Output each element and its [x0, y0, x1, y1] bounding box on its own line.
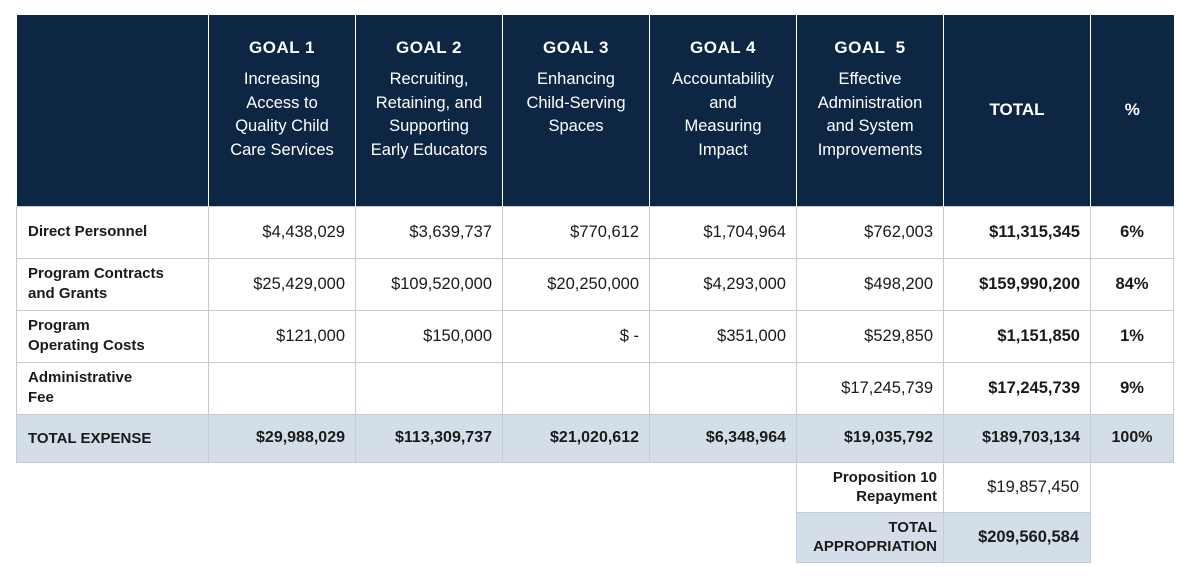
cell-total: $159,990,200: [944, 258, 1091, 310]
cell-percent: 9%: [1091, 362, 1174, 414]
grand-total-expense: $189,703,134: [944, 414, 1091, 462]
cell-goal-5: $529,850: [797, 310, 944, 362]
goal-5-title: GOAL 5: [834, 38, 906, 57]
cell-goal-3: $770,612: [503, 206, 650, 258]
cell-goal-3: $20,250,000: [503, 258, 650, 310]
proposition-10-repayment-label: Proposition 10 Repayment: [797, 462, 944, 512]
cell-goal-4: $4,293,000: [650, 258, 797, 310]
cell-goal-4: $1,704,964: [650, 206, 797, 258]
goal-4-header: [650, 15, 797, 206]
total-expense-row: [17, 414, 1174, 462]
appropriation-row: [17, 512, 1174, 562]
cell-total: $17,245,739: [944, 362, 1091, 414]
total-header: TOTAL: [944, 15, 1091, 206]
proposition-10-repayment-value: $19,857,450: [944, 462, 1091, 512]
table-row-program-contracts: [17, 258, 1174, 310]
cell-goal-2: $3,639,737: [356, 206, 503, 258]
goal-5-header: [797, 15, 944, 206]
total-goal-2: $113,309,737: [356, 414, 503, 462]
table-row-program-operating-costs: [17, 310, 1174, 362]
table-row-direct-personnel: [17, 206, 1174, 258]
cell-goal-1: $4,438,029: [209, 206, 356, 258]
goal-3-description: Enhancing Child-Serving Spaces: [526, 70, 626, 135]
goal-5-description: Effective Administration and System Improvements: [817, 70, 923, 159]
cell-goal-4: [650, 362, 797, 414]
cell-goal-2: $150,000: [356, 310, 503, 362]
cell-goal-2: [356, 362, 503, 414]
cell-goal-5: $762,003: [797, 206, 944, 258]
goal-2-description: Recruiting, Retaining, and Supporting Early Educators: [370, 70, 488, 159]
total-goal-5: $19,035,792: [797, 414, 944, 462]
table-row-administrative-fee: [17, 362, 1174, 414]
cell-percent: 84%: [1091, 258, 1174, 310]
goal-1-title: GOAL 1: [249, 38, 315, 57]
total-goal-3: $21,020,612: [503, 414, 650, 462]
cell-goal-3: [503, 362, 650, 414]
goal-2-title: GOAL 2: [396, 38, 462, 57]
row-label: Administrative Fee: [17, 362, 209, 414]
total-percent: 100%: [1091, 414, 1174, 462]
goal-1-header: [209, 15, 356, 206]
header-blank-cell: [17, 15, 209, 206]
goal-1-description: Increasing Access to Quality Child Care Services: [230, 70, 334, 159]
budget-table: [16, 15, 1174, 563]
row-label: Program Operating Costs: [17, 310, 209, 362]
cell-goal-1: $25,429,000: [209, 258, 356, 310]
cell-goal-3: $ -: [503, 310, 650, 362]
goal-4-description: Accountability and Measuring Impact: [672, 70, 774, 159]
total-appropriation-label: TOTAL APPROPRIATION: [797, 512, 944, 562]
row-label: Program Contracts and Grants: [17, 258, 209, 310]
cell-goal-1: $121,000: [209, 310, 356, 362]
repayment-row: [17, 462, 1174, 512]
total-goal-4: $6,348,964: [650, 414, 797, 462]
total-appropriation-value: $209,560,584: [944, 512, 1091, 562]
total-goal-1: $29,988,029: [209, 414, 356, 462]
cell-goal-4: $351,000: [650, 310, 797, 362]
goal-2-header: [356, 15, 503, 206]
total-expense-label: TOTAL EXPENSE: [17, 414, 209, 462]
cell-goal-2: $109,520,000: [356, 258, 503, 310]
goal-3-header: [503, 15, 650, 206]
cell-total: $1,151,850: [944, 310, 1091, 362]
percent-header: %: [1091, 15, 1174, 206]
cell-total: $11,315,345: [944, 206, 1091, 258]
row-label: Direct Personnel: [17, 206, 209, 258]
cell-percent: 6%: [1091, 206, 1174, 258]
cell-percent: 1%: [1091, 310, 1174, 362]
cell-goal-5: $17,245,739: [797, 362, 944, 414]
goal-3-title: GOAL 3: [543, 38, 609, 57]
cell-goal-1: [209, 362, 356, 414]
goal-4-title: GOAL 4: [690, 38, 756, 57]
header-row: [17, 15, 1174, 206]
cell-goal-5: $498,200: [797, 258, 944, 310]
